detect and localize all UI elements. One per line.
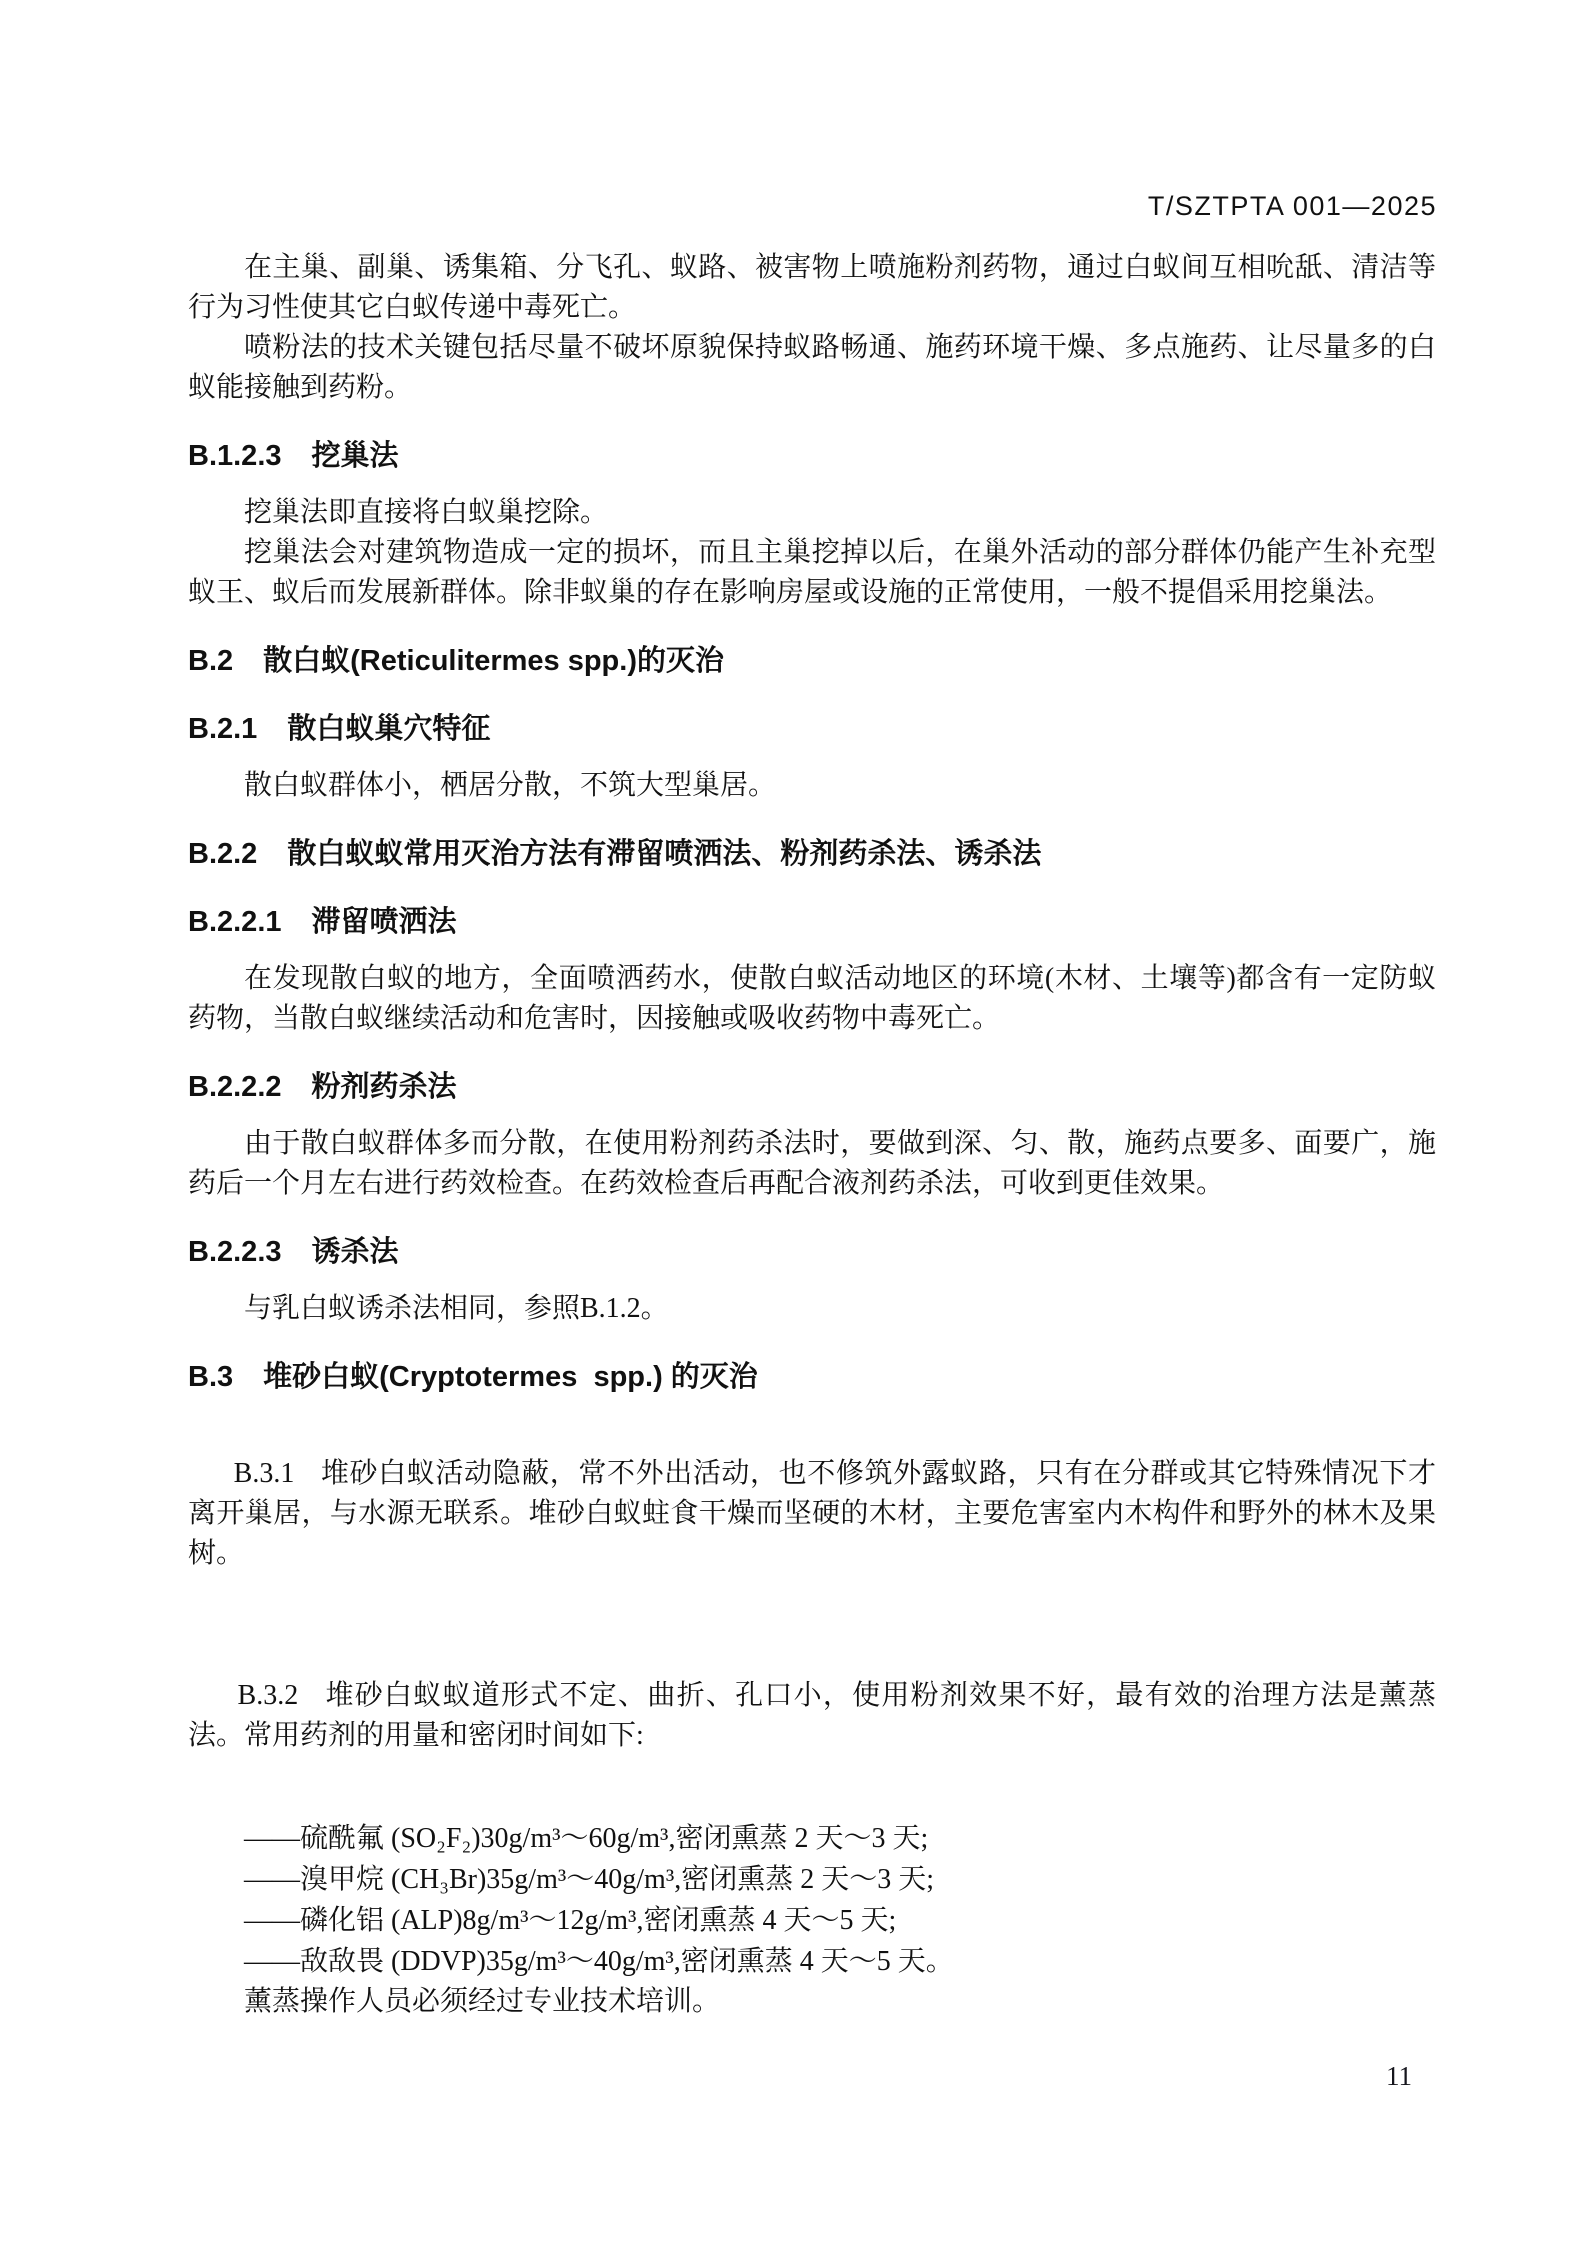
heading-b2-2-2 xyxy=(188,1067,1436,1107)
heading-title: 堆砂白蚁(Cryptotermes spp.) 的灭治 xyxy=(263,1361,758,1393)
paragraph-baiting-reference: 与乳白蚁诱杀法相同，参照B.1.2。 xyxy=(244,1293,669,1324)
heading-b1-2-3 xyxy=(188,436,1436,476)
clause-text: 堆砂白蚁活动隐蔽，常不外出活动，也不修筑外露蚁路，只有在分群或其它特殊情况下才离开巢居，与水源无联系。堆砂白蚁蛀食干燥而坚硬的木材，主要危害室内木构件和野外的林木及果树。 xyxy=(188,1458,1436,1569)
heading-title: 散白蚁(Reticulitermes spp.)的灭治 xyxy=(263,645,724,677)
paragraph-fumigation-training: 薰蒸操作人员必须经过专业技术培训。 xyxy=(244,1986,721,2017)
paragraph-powder-application: 在主巢、副巢、诱集箱、分飞孔、蚁路、被害物上喷施粉剂药物，通过白蚁间互相吮舐、清洁等行为习性使其它白蚁传递中毒死亡。 xyxy=(188,252,1436,323)
list-item-methyl-bromide: ——溴甲烷 (CH₃Br)35g/m³～40g/m³,密闭熏蒸 2 天～3 天; xyxy=(244,1864,934,1895)
heading-b3 xyxy=(188,1357,1436,1397)
clause-b3-1 xyxy=(188,1414,1436,1614)
clause-number: B.3.2 xyxy=(237,1680,299,1711)
heading-title: 粉剂药杀法 xyxy=(311,1071,457,1103)
heading-title: 诱杀法 xyxy=(311,1236,399,1268)
heading-number: B.1.2.3 xyxy=(188,440,282,472)
list-item-sulfuryl-fluoride: ——硫酰氟 (SO₂F₂)30g/m³～60g/m³,密闭熏蒸 2 天～3 天; xyxy=(244,1823,929,1854)
document-content xyxy=(188,248,1436,2022)
list-item-aluminium-phosphide: ——磷化铝 (ALP)8g/m³～12g/m³,密闭熏蒸 4 天～5 天; xyxy=(244,1905,897,1936)
page-number: 11 xyxy=(1386,2061,1412,2091)
heading-b2-1 xyxy=(188,709,1436,749)
heading-number: B.2 xyxy=(188,645,234,677)
paragraph-reticulitermes-nest: 散白蚁群体小，栖居分散，不筑大型巢居。 xyxy=(244,770,777,801)
heading-number: B.2.2.3 xyxy=(188,1236,282,1268)
paragraph-dig-nest-drawbacks: 挖巢法会对建筑物造成一定的损坏，而且主巢挖掉以后，在巢外活动的部分群体仍能产生补充型蚁王、蚁后而发展新群体。除非蚁巢的存在影响房屋或设施的正常使用，一般不提倡采用挖巢法。 xyxy=(188,537,1436,608)
heading-number: B.2.2.2 xyxy=(188,1071,282,1103)
heading-number: B.2.1 xyxy=(188,713,258,745)
clause-number: B.3.1 xyxy=(233,1458,295,1489)
paragraph-powder-killing: 由于散白蚁群体多而分散，在使用粉剂药杀法时，要做到深、匀、散，施药点要多、面要广，施药后一个月左右进行药效检查。在药效检查后再配合液剂药杀法，可收到更佳效果。 xyxy=(188,1128,1436,1199)
heading-b2-2-3 xyxy=(188,1232,1436,1272)
paragraph-residual-spray: 在发现散白蚁的地方，全面喷洒药水，使散白蚁活动地区的环境(木材、土壤等)都含有一定防蚁药物，当散白蚁继续活动和危害时，因接触或吸收药物中毒死亡。 xyxy=(188,963,1436,1034)
heading-b2 xyxy=(188,641,1436,681)
heading-b2-2-1 xyxy=(188,902,1436,942)
heading-number: B.2.2 xyxy=(188,838,258,870)
heading-b2-2 xyxy=(188,834,1436,874)
paragraph-dig-nest-definition: 挖巢法即直接将白蚁巢挖除。 xyxy=(244,497,609,528)
heading-number: B.3 xyxy=(188,1361,234,1393)
heading-title: 散白蚁蚁常用灭治方法有滞留喷洒法、粉剂药杀法、诱杀法 xyxy=(287,838,1042,870)
heading-title: 散白蚁巢穴特征 xyxy=(287,713,491,745)
heading-number: B.2.2.1 xyxy=(188,906,282,938)
list-item-ddvp: ——敌敌畏 (DDVP)35g/m³～40g/m³,密闭熏蒸 4 天～5 天。 xyxy=(244,1946,954,1977)
standard-code-header: T/SZTPTA 001—2025 xyxy=(1147,191,1437,221)
paragraph-powder-key-points: 喷粉法的技术关键包括尽量不破坏原貌保持蚁路畅通、施药环境干燥、多点施药、让尽量多的白蚁能接触到药粉。 xyxy=(188,332,1436,403)
heading-title: 滞留喷洒法 xyxy=(311,906,457,938)
fumigant-dosage-list xyxy=(188,1818,1436,1982)
clause-text: 堆砂白蚁蚁道形式不定、曲折、孔口小，使用粉剂效果不好，最有效的治理方法是薰蒸法。常用药剂的用量和密闭时间如下: xyxy=(188,1680,1436,1751)
clause-b3-2 xyxy=(188,1636,1436,1796)
heading-title: 挖巢法 xyxy=(311,440,399,472)
